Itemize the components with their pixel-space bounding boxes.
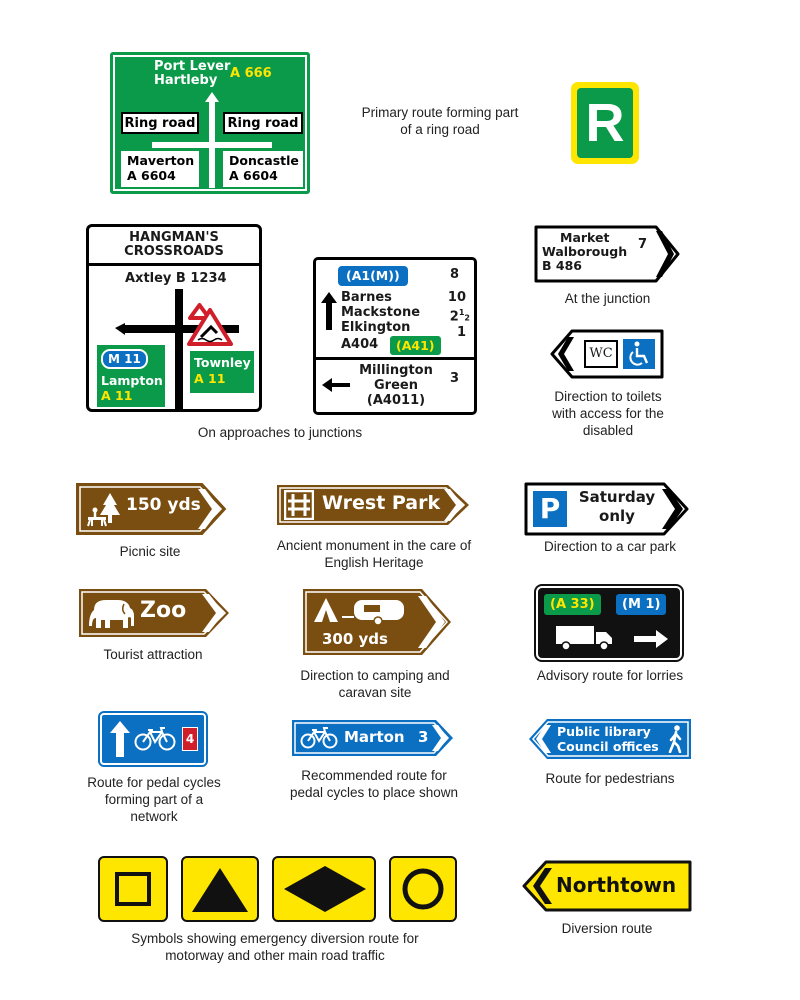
distance-millington: 3 xyxy=(450,371,460,386)
road-a4011: (A4011) xyxy=(366,393,426,408)
crossroads-top-destination: Axtley B 1234 xyxy=(125,271,227,286)
bicycle-icon xyxy=(134,727,176,751)
wheelchair-icon xyxy=(623,339,655,369)
emergency-circle-symbol xyxy=(389,856,457,922)
destination-green: Green xyxy=(374,378,418,393)
lorry-motorway-patch: (M 1) xyxy=(616,594,666,615)
bottom-left-road: A 6604 xyxy=(127,168,176,183)
elephant-icon xyxy=(88,596,136,630)
pedestrian-line-1: Public library xyxy=(557,724,651,739)
diamond-icon xyxy=(284,866,366,912)
top-destination-2: Hartleby xyxy=(154,73,218,88)
distance-mackstone-whole: 2 xyxy=(449,309,459,325)
tent-caravan-icon xyxy=(312,594,416,626)
crossroads-sign xyxy=(86,224,262,412)
destination-mackstone: Mackstone xyxy=(341,305,421,320)
camping-caption: Direction to camping and caravan site xyxy=(300,668,450,700)
marton-sign xyxy=(290,718,456,758)
left-green-panel xyxy=(97,345,165,407)
picnic-icon xyxy=(86,493,120,527)
route-number: 4 xyxy=(185,732,195,746)
emergency-triangle-symbol xyxy=(181,856,259,922)
parking-p-icon xyxy=(533,491,567,527)
pedestrian-sign xyxy=(527,717,693,761)
road-patch-a41: (A41) xyxy=(390,336,441,355)
destination-millington: Millington xyxy=(359,363,433,378)
triangle-icon xyxy=(192,868,248,912)
bottom-right-destination: Doncastle xyxy=(229,153,299,168)
marton-destination: Marton xyxy=(344,728,405,746)
up-arrow-icon xyxy=(110,721,130,757)
top-destination-1: Port Lever xyxy=(154,59,231,74)
distance-mackstone xyxy=(436,305,470,325)
ring-road-caption: Primary route forming part of a ring road xyxy=(361,105,519,137)
ring-letter: R xyxy=(585,93,625,153)
market-distance: 7 xyxy=(638,237,648,252)
destination-elkington: Elkington xyxy=(341,320,411,335)
top-road-number: A 666 xyxy=(230,66,272,81)
parking-sign xyxy=(524,482,690,536)
zoo-sign xyxy=(76,586,232,640)
motorway-patch-m11: M 11 xyxy=(101,349,148,369)
pedestrian-icon xyxy=(667,725,685,753)
cycle-network-sign xyxy=(100,713,206,765)
toilets-caption: Direction to toilets with access for the disabled xyxy=(552,389,664,438)
zoo-caption: Tourist attraction xyxy=(103,647,203,662)
distance-elkington: 1 xyxy=(456,325,466,341)
emergency-diamond-symbol xyxy=(272,856,376,922)
parking-p-letter: P xyxy=(539,492,561,525)
market-line-2: Walborough xyxy=(542,244,628,259)
emergency-caption: Symbols showing emergency diversion route for motorway and other main road traffic xyxy=(131,931,419,963)
market-walborough-sign xyxy=(534,225,680,283)
wrest-park-sign xyxy=(274,482,472,528)
right-road-number: A 11 xyxy=(194,371,226,386)
marton-distance: 3 xyxy=(418,728,429,746)
route-number-badge xyxy=(182,727,198,751)
road-patch-a41-text: A41 xyxy=(401,338,429,353)
primary-junction-sign xyxy=(110,52,310,194)
bottom-right-road: A 6604 xyxy=(229,168,278,183)
lorry-icon xyxy=(556,624,616,652)
market-road: B 486 xyxy=(542,258,582,273)
camping-distance: 300 yds xyxy=(322,630,388,648)
ahead-arrow-icon xyxy=(321,292,337,330)
picnic-distance: 150 yds xyxy=(126,495,201,515)
distance-mackstone-numerator: 1 xyxy=(458,308,465,317)
approach-caption: On approaches to junctions xyxy=(197,425,363,440)
title-line-2: CROSSROADS xyxy=(124,244,224,259)
square-icon xyxy=(115,872,151,906)
ring-road-left: Ring road xyxy=(121,112,199,134)
marton-bicycle-icon xyxy=(300,727,338,749)
wrest-park-name: Wrest Park xyxy=(322,492,441,514)
motorway-patch-a1m: (A1(M)) xyxy=(338,266,408,286)
parking-line-2: only xyxy=(599,507,635,525)
pedestrian-line-2: Council offices xyxy=(557,739,659,754)
motorway-patch-a1m-text: A1(M) xyxy=(351,268,394,283)
right-green-panel xyxy=(190,351,254,393)
pedestrian-caption: Route for pedestrians xyxy=(545,771,675,786)
circle-icon xyxy=(401,867,445,911)
right-destination: Townley xyxy=(194,355,251,370)
bottom-left-box xyxy=(121,151,199,187)
wc-box xyxy=(584,340,618,368)
wrest-park-caption: Ancient monument in the care of English Heritage xyxy=(276,538,472,570)
lorry-sign xyxy=(536,586,682,660)
junction-caption: At the junction xyxy=(564,291,651,306)
ancient-monument-icon xyxy=(284,490,314,520)
camping-sign xyxy=(300,586,454,658)
road-a404: A404 xyxy=(341,337,379,352)
right-arrow-icon xyxy=(634,630,668,648)
left-arrow-icon xyxy=(322,378,350,392)
quayside-warning-icon xyxy=(187,307,233,347)
zoo-name: Zoo xyxy=(140,598,187,623)
bottom-right-box xyxy=(223,151,303,187)
diversion-sign xyxy=(522,860,692,912)
parking-line-1: Saturday xyxy=(578,488,656,506)
emergency-square-symbol xyxy=(98,856,168,922)
stack-sign xyxy=(313,257,477,415)
wc-label: WC xyxy=(589,346,613,361)
diversion-destination: Northtown xyxy=(556,873,677,897)
market-line-1: Market xyxy=(560,230,610,245)
marton-caption: Recommended route for pedal cycles to place shown xyxy=(289,768,459,800)
picnic-sign xyxy=(74,481,228,537)
diversion-caption: Diversion route xyxy=(561,921,653,936)
lorry-road-patch: (A 33) xyxy=(544,594,601,615)
road-a4011-text: A4011 xyxy=(372,393,420,408)
destination-barnes: Barnes xyxy=(341,290,392,305)
lorry-road-text: A 33 xyxy=(555,597,589,612)
distance-mackstone-denominator: 2 xyxy=(464,313,470,323)
title-line-1: HANGMAN'S xyxy=(129,230,219,245)
bottom-left-destination: Maverton xyxy=(127,153,195,168)
left-destination: Lampton xyxy=(101,373,163,388)
parking-caption: Direction to a car park xyxy=(543,539,677,554)
lorry-motorway-text: M 1 xyxy=(627,597,655,612)
left-road-number: A 11 xyxy=(101,388,133,403)
distance-barnes: 10 xyxy=(447,290,466,305)
picnic-caption: Picnic site xyxy=(119,544,181,559)
toilets-sign xyxy=(550,329,664,379)
motorway-distance: 8 xyxy=(450,267,460,282)
ring-road-right: Ring road xyxy=(223,112,303,134)
ring-road-sign xyxy=(571,82,639,164)
lorry-caption: Advisory route for lorries xyxy=(536,668,684,683)
cycle-network-caption: Route for pedal cycles forming part of a network xyxy=(87,775,221,824)
